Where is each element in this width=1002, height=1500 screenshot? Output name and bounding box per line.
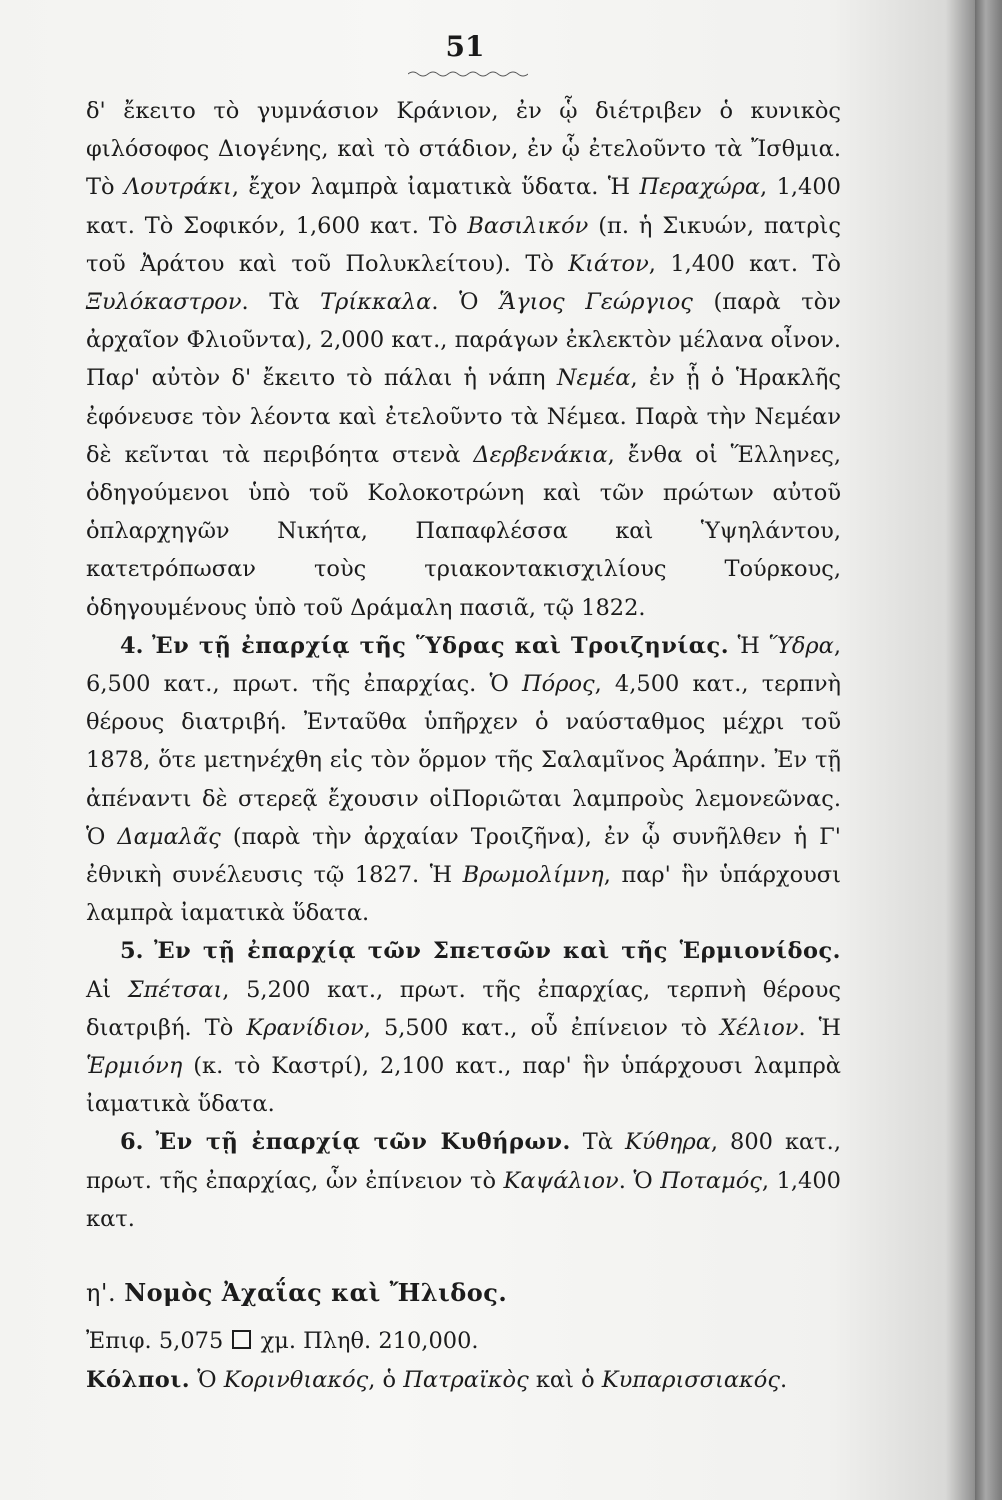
spacer <box>86 1312 841 1322</box>
text-run: , 1,400 κατ. <box>86 1167 842 1232</box>
text-run: Αἱ <box>86 976 128 1003</box>
text-run: δ' ἔκειτο τὸ γυμνάσιον Κράνιον, ἐν ᾧ διέτριβεν ὁ κυνικὸς φιλόσοφος Διογένης, καὶ τὸ στάδιον, ἐν ᾧ ἐτελοῦντο τὰ Ἴσθμια. Τὸ <box>86 98 841 201</box>
place-name: Σπέτσαι <box>127 976 223 1003</box>
place-name: Νεμέα <box>556 365 631 392</box>
text-run: (παρὰ τὸν ἀρχαῖον Φλιοῦντα), 2,000 κατ., παράγων ἐκλεκτὸν μέλανα οἶνον. Παρ' αὐτὸν δ' ἔκειτο τὸ πάλαι ἡ νάπη <box>86 289 841 392</box>
text-run: Ὁ <box>190 1366 224 1393</box>
text-run: , 5,200 κατ., πρωτ. τῆς ἐπαρχίας, τερπνὴ θέρους διατριβή. Τὸ <box>86 976 841 1041</box>
section-spetses <box>86 932 841 1123</box>
place-name: Ὕδρα <box>768 632 834 659</box>
text-run: , παρ' ἣν ὑπάρχουσι λαμπρὰ ἰαματικὰ ὕδατα. <box>86 862 841 927</box>
text-run: . Τὰ <box>241 289 321 316</box>
place-name: Ἅγιος Γεώργιος <box>499 289 693 316</box>
place-name: Ποταμός <box>660 1167 762 1194</box>
book-binding-shadow <box>975 0 1002 1500</box>
area-population-line <box>86 1322 841 1360</box>
text-run: , 5,500 κατ., οὗ ἐπίνειον τὸ <box>363 1014 721 1041</box>
section-hydra <box>86 627 841 933</box>
text-run: . <box>779 1366 788 1393</box>
place-name: Δερβενάκια <box>473 441 608 468</box>
place-name: Λουτράκι <box>123 174 232 201</box>
place-name: Δαμαλᾶς <box>117 823 221 850</box>
section-heading: Ἐν τῇ ἐπαρχίᾳ τῆς Ὕδρας καὶ Τροιζηνίας. <box>152 632 730 659</box>
text-run: . Ὁ <box>618 1167 661 1194</box>
place-name: Κορινθιακός <box>223 1366 369 1393</box>
text-run: . Ὁ <box>431 289 500 316</box>
gulfs-line <box>86 1361 841 1399</box>
text-run: , 6,500 κατ., πρωτ. τῆς ἐπαρχίας. Ὁ <box>86 632 841 698</box>
section-heading: Ἐν τῇ ἐπαρχίᾳ τῶν Κυθήρων. <box>155 1129 571 1156</box>
place-name: Πατραϊκὸς <box>403 1366 529 1393</box>
text-run: Ἡ <box>729 632 769 659</box>
section-number: 4. <box>120 632 144 659</box>
text-run: (παρὰ τὴν ἀρχαίαν Τροιζῆνα), ἐν ᾧ συνῆλθεν ἡ Γ' ἐθνικὴ συνέλευσις τῷ 1827. Ἡ <box>86 823 841 889</box>
section-number: 5. <box>120 938 144 965</box>
place-name: Περαχώρα <box>639 174 761 201</box>
place-name: Ἑρμιόνη <box>86 1053 183 1080</box>
text-run: , ἔνθα οἱ Ἕλληνες, ὁδηγούμενοι ὑπὸ τοῦ Κολοκοτρώνη καὶ τῶν πρώτων αὐτοῦ ὁπλαρχηγῶν Νικήτα, Παπαφλέσσα καὶ Ὑψηλάντου, κατετρόπωσαν τοὺς τριακοντακισχιλίους Τούρκους, ὁδηγουμένους ὑπὸ τοῦ Δράμαλη πασιᾶ, τῷ 1822. <box>86 441 841 621</box>
text-run: , 800 κατ., πρωτ. τῆς ἐπαρχίας, ὧν ἐπίνειον τὸ <box>86 1129 841 1194</box>
chapter-number: η'. <box>86 1279 125 1308</box>
text-run: Τὰ <box>570 1129 625 1156</box>
text-run: , 1,400 κατ. Τὸ <box>648 250 841 277</box>
square-symbol-icon <box>232 1330 251 1349</box>
place-name: Βρωμολίμνη <box>462 862 604 889</box>
place-name: Τρίκκαλα <box>320 289 432 316</box>
body-text <box>86 92 841 1399</box>
place-name: Πόρος <box>522 671 595 698</box>
paragraph-corinthia <box>86 92 841 627</box>
place-name: Κύθηρα <box>624 1129 711 1156</box>
text-run: καὶ ὁ <box>528 1366 602 1393</box>
text-run: , 1,400 κατ. Τὸ Σοφικόν, 1,600 κατ. Τὸ <box>86 174 841 239</box>
text-run: (π. ἡ Σικυών, πατρὶς τοῦ Ἀράτου καὶ τοῦ Πολυκλείτου). Τὸ <box>86 212 841 277</box>
spacer <box>86 1238 841 1274</box>
population-value: χμ. Πληθ. 210,000. <box>253 1328 479 1355</box>
place-name: Καψάλιον <box>503 1167 619 1194</box>
gulfs-label: Κόλποι. <box>86 1366 191 1393</box>
chapter-heading <box>86 1274 841 1312</box>
text-run: , ἐν ᾗ ὁ Ἡρακλῆς ἐφόνευσε τὸν λέοντα καὶ ἐτελοῦντο τὰ Νέμεα. Παρὰ τὴν Νεμέαν δὲ κεῖνται τὰ περιβόητα στενὰ <box>86 365 841 468</box>
section-number: 6. <box>120 1129 144 1156</box>
decorative-rule <box>408 70 528 78</box>
area-value: Ἐπιφ. 5,075 <box>86 1328 231 1355</box>
place-name: Ξυλόκαστρον <box>86 289 242 316</box>
place-name: Κρανίδιον <box>246 1014 364 1041</box>
text-run: , ὁ <box>368 1366 404 1393</box>
text-run: , 4,500 κατ., τερπνὴ θέρους διατριβή. Ἐνταῦθα ὑπῆρχεν ὁ ναύσταθμος μέχρι τοῦ 1878, ὅτε μετηνέχθη εἰς τὸν ὅρμον τῆς Σαλαμῖνος Ἀράπην. Ἐν τῇ ἀπέναντι δὲ στερεᾷ ἔχουσιν οἱΠοριῶται λαμπροὺς λεμονεῶνας. Ὁ <box>86 671 841 850</box>
place-name: Χέλιον <box>720 1014 799 1041</box>
text-run: . Ἡ <box>798 1014 841 1041</box>
place-name: Βασιλικόν <box>467 212 589 239</box>
section-kythera <box>86 1123 841 1238</box>
place-name: Κιάτον <box>568 250 649 277</box>
text-run: , ἔχον λαμπρὰ ἰαματικὰ ὕδατα. Ἡ <box>231 174 640 201</box>
section-heading: Ἐν τῇ ἐπαρχίᾳ τῶν Σπετσῶν καὶ τῆς Ἑρμιονίδος. <box>154 938 841 965</box>
text-run: (κ. τὸ Καστρί), 2,100 κατ., παρ' ἣν ὑπάρχουσι λαμπρὰ ἰαματικὰ ὕδατα. <box>86 1053 841 1118</box>
page-number: 51 <box>445 30 485 63</box>
chapter-title: Νομὸς Ἀχαΐας καὶ Ἤλιδος. <box>124 1278 508 1308</box>
place-name: Κυπαρισσιακός <box>601 1366 780 1393</box>
